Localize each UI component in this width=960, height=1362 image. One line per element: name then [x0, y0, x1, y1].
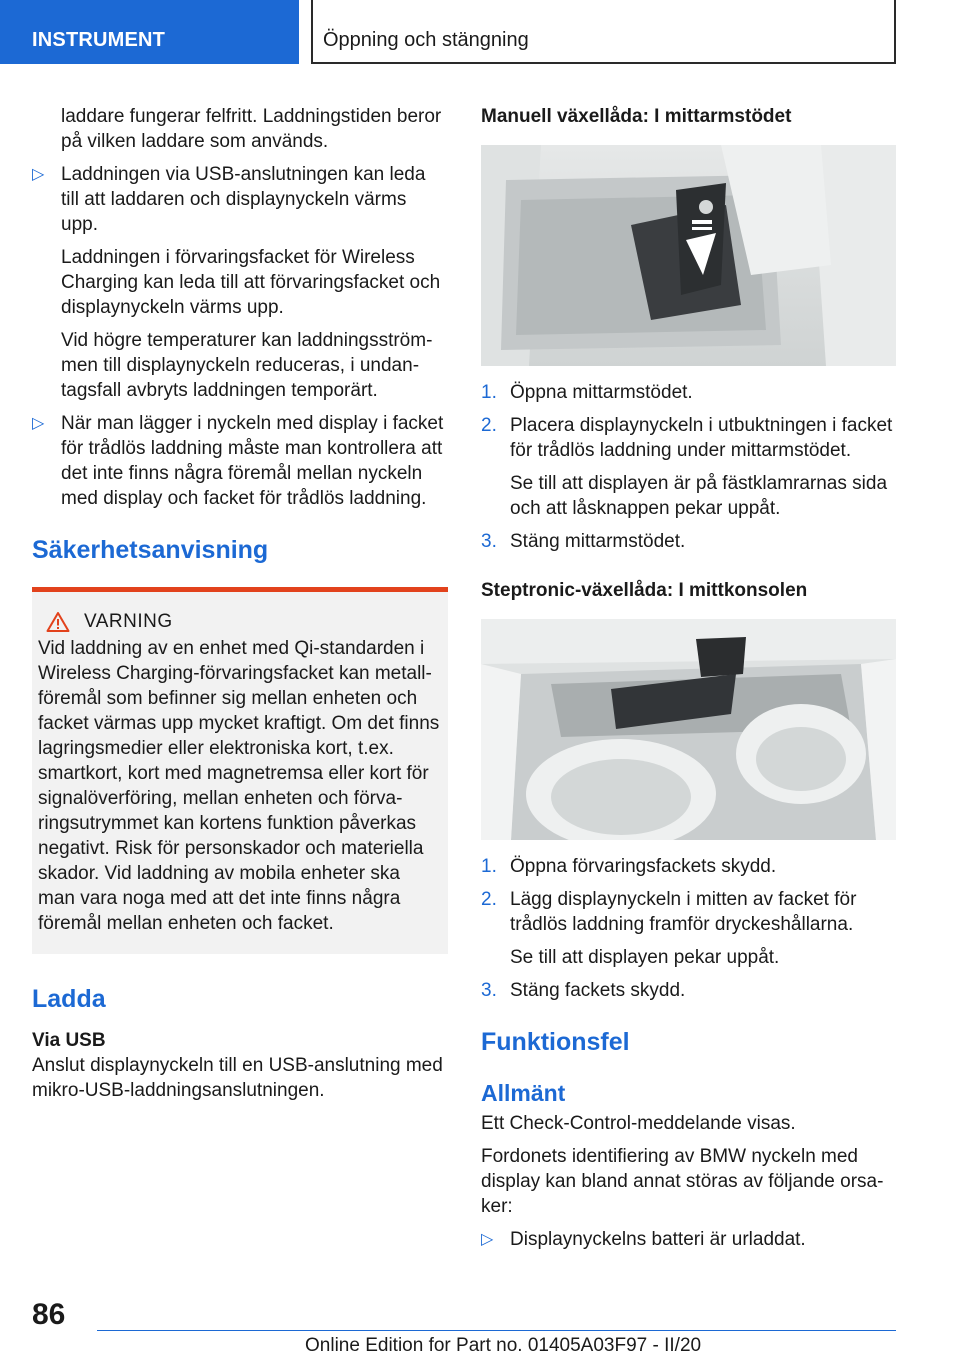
steptronic-heading: Steptronic-växellåda: I mittkonsolen: [481, 580, 808, 601]
usb-paragraph: Anslut displaynyckeln till en USB-anslutning med mikro-USB-laddningsanslutningen.: [32, 1055, 443, 1101]
header-chapter-label: Öppning och stängning: [323, 29, 529, 51]
armrest-storage-photo: [481, 145, 896, 366]
step-number: 1.: [481, 856, 497, 877]
header-section-label: INSTRUMENT: [32, 29, 166, 51]
step-text: Lägg displaynyckeln i mitten av facket för trådlös laddning framför dryckeshållarna.: [510, 889, 857, 935]
list-item: [32, 162, 448, 237]
via-usb-subheading: Via USB: [32, 1030, 106, 1051]
warning-title: VARNING: [84, 611, 173, 632]
list-item: [481, 854, 896, 879]
triangle-bullet-icon: ▷: [481, 1231, 494, 1248]
page-number: 86: [32, 1298, 66, 1331]
list-item: [481, 887, 896, 937]
general-paragraph: Ett Check-Control-meddelande visas.: [481, 1113, 796, 1134]
step-note: Se till att displayen pekar uppåt.: [510, 947, 780, 968]
list-item: [481, 1227, 896, 1252]
bullet-text: Displaynyckelns batteri är urladdat.: [510, 1229, 806, 1250]
list-item: [481, 413, 896, 463]
step-note: Se till att displayen är på fästklamrarnas sida och att låsknappen pekar uppåt.: [510, 473, 888, 519]
list-item: [32, 411, 448, 511]
right-column: [481, 104, 896, 1260]
step-text: Placera displaynyckeln i utbuktningen i facket för trådlös laddning under mittarmstödet.: [510, 415, 893, 461]
list-item: [481, 529, 896, 554]
general-paragraph: Fordonets identifiering av BMW nyckeln med display kan bland annat störas av följande orsaker:: [481, 1146, 884, 1217]
bullet-paragraph: Laddningen i förvaringsfacket för Wireless Charging kan leda till att förvaringsfacket och displaynyckeln värms upp.: [61, 247, 441, 318]
step-text: Öppna mittarmstödet.: [510, 382, 693, 403]
triangle-bullet-icon: ▷: [32, 166, 45, 183]
bullet-text: När man lägger i nyckeln med display i facket för trådlös laddning måste man kontrollera att det inte finns några föremål mellan nyckeln med display och facket för trådlös laddning.: [61, 413, 444, 509]
bullet-text: Laddningen via USB-anslutningen kan leda till att laddaren och displaynyckeln värms upp.: [61, 164, 426, 235]
step-number: 1.: [481, 382, 497, 403]
warning-triangle-icon: [46, 611, 70, 633]
center-console-photo: [481, 619, 896, 840]
step-number: 3.: [481, 531, 497, 552]
step-number: 2.: [481, 415, 497, 436]
header-chapter-tab: [311, 0, 896, 64]
general-heading: Allmänt: [481, 1080, 566, 1106]
warning-text: Vid laddning av en enhet med Qi-standarden i Wireless Charging-förvaringsfacket kan metallföremål som befinner sig mellan enheten och facket värmas upp mycket kraftigt. Om det finns lagringsmedier eller elektroniska kort, t.ex. smartkort, kort med magnetremsa eller kort för signalöverföring, mellan enheten och förvaringsutrymmet kan kortens funktion påverkas negativt. Risk för personskador och materiella skador. Vid laddning av mobila enheter ska man vara noga med att det inte finns några föremål mellan enheten och facket.: [38, 638, 440, 934]
triangle-bullet-icon: ▷: [32, 415, 45, 432]
footer-edition: Online Edition for Part no. 01405A03F97 - II/20: [305, 1335, 702, 1356]
malfunction-heading: Funktionsfel: [481, 1028, 630, 1056]
safety-heading: Säkerhetsanvisning: [32, 536, 269, 564]
step-number: 3.: [481, 980, 497, 1001]
manual-gearbox-heading: Manuell växellåda: I mittarmstödet: [481, 106, 792, 127]
list-item: [481, 380, 896, 405]
step-text: Öppna förvaringsfackets skydd.: [510, 856, 777, 877]
bullet-paragraph: Vid högre temperaturer kan laddningsströmmen till displaynyckeln reduceras, i undantagsfall avbryts laddningen temporärt.: [61, 330, 433, 401]
list-item: [481, 978, 896, 1003]
step-number: 2.: [481, 889, 497, 910]
warning-header: [38, 609, 440, 634]
header-section-tab: [0, 0, 299, 64]
warning-box: [32, 587, 448, 954]
continued-paragraph: laddare fungerar felfritt. Laddningstiden beror på vilken laddare som används.: [61, 106, 442, 152]
step-text: Stäng mittarmstödet.: [510, 531, 686, 552]
step-text: Stäng fackets skydd.: [510, 980, 686, 1001]
left-column: [32, 104, 448, 1111]
charge-heading: Ladda: [32, 985, 106, 1013]
footer-divider: [97, 1330, 896, 1331]
